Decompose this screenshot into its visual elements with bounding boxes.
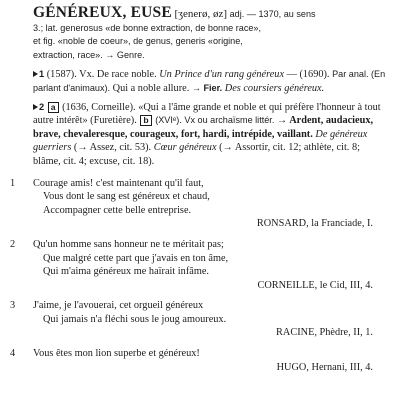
sense-date: — (1690).	[286, 69, 330, 81]
example: Des coursiers généreux.	[224, 82, 325, 94]
quotation-source	[33, 326, 386, 340]
sense-number: 2	[39, 101, 45, 112]
subsense-label: b	[140, 115, 151, 126]
definition: Qui a noble allure.	[112, 82, 190, 94]
sense-number: 1	[39, 69, 45, 80]
etymology-date: — 1370, au sens	[246, 9, 316, 19]
author: RACINE	[276, 327, 315, 339]
subsense-label: a	[48, 102, 59, 113]
sense-date: (1636, Corneille).	[62, 101, 136, 113]
part-of-speech: adj.	[229, 9, 245, 19]
author: RONSARD	[256, 218, 307, 230]
author: CORNEILLE	[257, 279, 315, 291]
entry-header	[33, 6, 386, 22]
quotation-number: 4	[10, 348, 16, 360]
definition: «Qui a l'âme grande et noble et qui préfère l'honneur à tout autre intérêt» (Furetière).	[33, 101, 381, 127]
sense-date: (XVIᵉ).	[155, 115, 182, 126]
example: Cœur généreux	[153, 142, 217, 154]
work: , la Franciade, I.	[306, 218, 373, 230]
quotation-source	[33, 279, 386, 293]
work: , Hernani, III, 4.	[306, 361, 373, 373]
quotation-line: Qui jamais n'a fléchi sous le joug amoureux.	[43, 313, 227, 325]
author: HUGO	[276, 361, 307, 373]
quotation	[10, 299, 386, 340]
example: Un Prince d'un rang généreux	[159, 69, 285, 81]
usage-tag: Par anal. (En parlant d'animaux).	[33, 69, 386, 93]
example: De généreux guerriers	[33, 128, 368, 154]
quotation-line: Vous dont le sang est généreux et chaud,	[43, 191, 210, 203]
quotation-source	[33, 361, 386, 375]
sense-date: (1587).	[46, 69, 77, 81]
definition: De race noble.	[96, 69, 157, 81]
sense-1	[33, 68, 386, 95]
quotation-number: 1	[10, 177, 16, 189]
citation-ref: (→ Assortir, cit. 12; athlète, cit. 8; blâme, cit. 4; excuse, cit. 18).	[33, 142, 360, 167]
triangle-marker-icon	[33, 104, 38, 110]
quotation-number: 3	[10, 300, 16, 312]
quotation-line: Qui m'aima généreux me haïrait infâme.	[43, 266, 209, 278]
work: , le Cid, III, 4.	[314, 279, 373, 291]
sense-2	[33, 101, 386, 169]
citation-ref: (→ Assez, cit. 53).	[73, 142, 152, 154]
quotation	[10, 347, 386, 374]
quotation-number: 2	[10, 238, 16, 250]
quotation	[10, 177, 386, 231]
etymology-line-4: extraction, race». → Genre.	[33, 49, 145, 60]
usage-tag: Vx.	[79, 69, 95, 81]
headword: GÉNÉREUX, EUSE	[33, 4, 172, 21]
quotation-line: Accompagner cette belle entreprise.	[43, 204, 192, 216]
etymology-line-3: et fig. «noble de coeur», de genus, generis «origine,	[33, 36, 243, 47]
pronunciation: [ʒenerø, øz]	[174, 8, 227, 20]
quotation-line: Qu'un homme sans honneur ne te méritait pas;	[33, 238, 224, 250]
usage-tag: Vx ou archaïsme littér.	[184, 115, 275, 126]
quotation-line: Courage amis! c'est maintenant qu'il faut,	[33, 177, 204, 189]
quotations	[10, 177, 386, 375]
quotation	[10, 238, 386, 292]
quotation-line: J'aime, je l'avouerai, cet orgueil généreux	[33, 300, 204, 312]
cross-reference: → Fier.	[191, 82, 223, 93]
synonyms: → Ardent, audacieux, brave, chevaleresque, courageux, fort, hardi, intrépide, vaillant.	[33, 115, 374, 140]
quotation-source	[33, 217, 386, 231]
etymology-line-2: 3.; lat. generosus «de bonne extraction, de bonne race»,	[33, 22, 262, 33]
work: , Phèdre, II, 1.	[314, 327, 373, 339]
quotation-line: Que malgré cette part que j'avais en ton âme,	[43, 252, 229, 264]
quotation-line: Vous êtes mon lion superbe et généreux!	[33, 348, 200, 360]
triangle-marker-icon	[33, 71, 38, 77]
